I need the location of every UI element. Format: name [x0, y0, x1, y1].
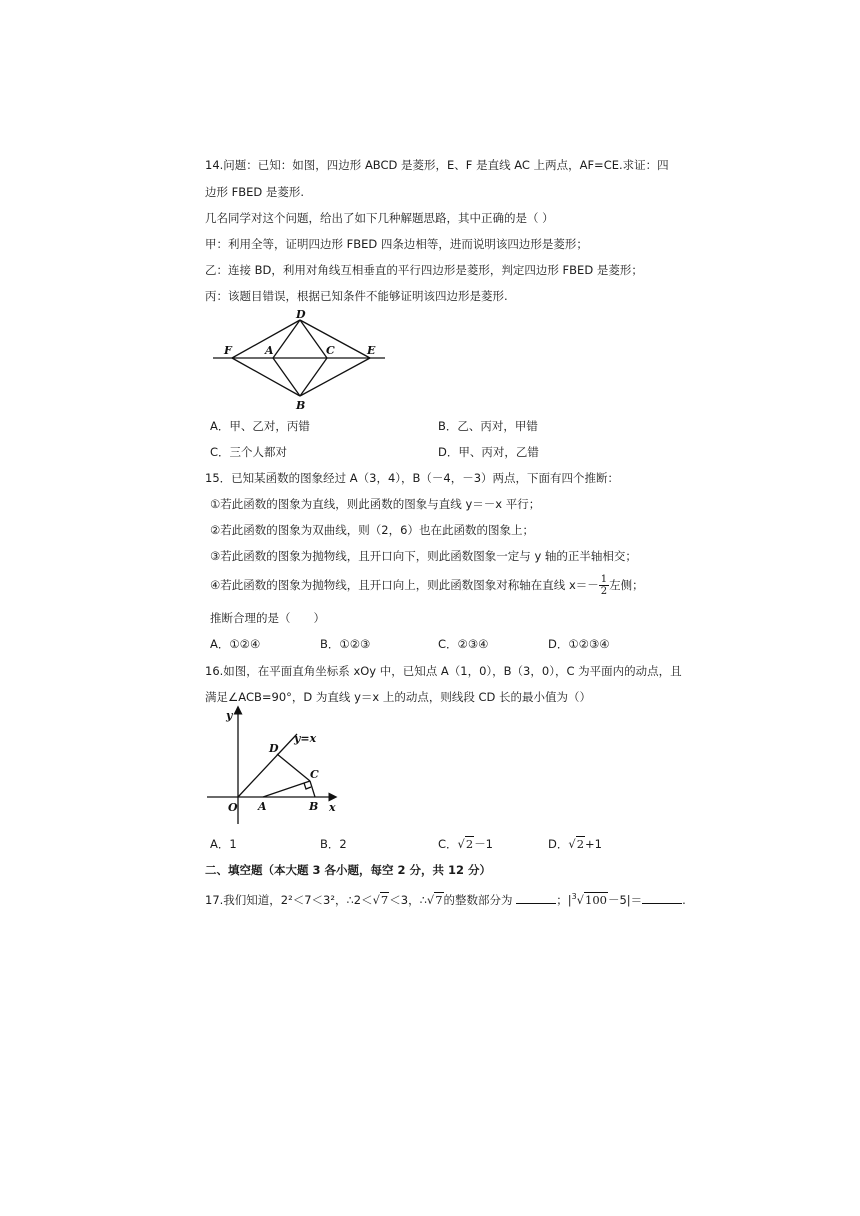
- cube-root-index: 3: [571, 892, 577, 901]
- sqrt-seven: √7: [372, 892, 389, 907]
- q17-text-4: ；|: [556, 892, 572, 907]
- q14-line-2: 边形 FBED 是菱形.: [205, 185, 305, 199]
- q15-ask: 推断合理的是（ ）: [210, 611, 325, 625]
- q15-option-d: D．①②③④: [548, 637, 610, 651]
- label-C: C: [310, 768, 319, 781]
- label-E: E: [367, 344, 376, 357]
- rhombus-figure: [205, 308, 395, 412]
- radicand: 2: [576, 837, 585, 851]
- q17-end: .: [682, 892, 686, 907]
- q16-option-d: [548, 836, 602, 852]
- answer-blank-2[interactable]: [642, 891, 682, 904]
- q16-option-a: A．1: [210, 837, 237, 851]
- radicand: 7: [435, 892, 443, 907]
- label-y-axis: y: [226, 709, 233, 722]
- answer-blank-1[interactable]: [516, 891, 556, 904]
- cube-root-100: √100: [576, 892, 607, 907]
- label-A: A: [258, 800, 267, 813]
- radicand: 2: [465, 837, 474, 851]
- label-C: C: [326, 344, 335, 357]
- label-A: A: [265, 344, 274, 357]
- q14-option-b: B．乙、丙对，甲错: [438, 419, 538, 433]
- label-x-axis: x: [329, 801, 336, 814]
- sqrt-two: √2: [457, 837, 474, 851]
- q14-line-6: 丙：该题目错误，根据已知条件不能够证明该四边形是菱形.: [205, 289, 508, 303]
- fraction-numerator: 1: [600, 574, 608, 585]
- q14-option-a: A．甲、乙对，丙错: [210, 419, 310, 433]
- q15-line-1: 15．已知某函数的图象经过 A（3，4），B（－4，－3）两点，下面有四个推断：: [205, 471, 620, 485]
- q15-statement-1: ①若此函数的图象为直线，则此函数的图象与直线 y＝－x 平行；: [210, 497, 541, 511]
- q15-option-b: B．①②③: [320, 637, 371, 651]
- q17-text-2: ＜3，∴: [389, 892, 427, 907]
- q15-option-a: A．①②④: [210, 637, 261, 651]
- q16-option-c: [438, 836, 493, 852]
- label-F: F: [224, 344, 232, 357]
- label-D: D: [269, 742, 279, 755]
- q14-option-d: D．甲、丙对，乙错: [438, 445, 539, 459]
- q16-line-2: 满足∠ACB=90°，D 为直线 y＝x 上的动点，则线段 CD 长的最小值为（）: [205, 690, 592, 704]
- section-2-title: 二、填空题（本大题 3 各小题，每空 2 分，共 12 分）: [205, 863, 492, 877]
- sqrt-seven: √7: [426, 892, 443, 907]
- fraction-one-half: [599, 574, 609, 597]
- q14-line-4: 甲：利用全等，证明四边形 FBED 四条边相等，进而说明该四边形是菱形；: [205, 237, 588, 251]
- q15-s4-text: ④若此函数的图象为抛物线，且开口向上，则此函数图象对称轴在直线 x＝－: [210, 578, 599, 592]
- q14-line-3: 几名同学对这个问题，给出了如下几种解题思路，其中正确的是（ ）: [205, 211, 554, 225]
- q14-line-5: 乙：连接 BD，利用对角线互相垂直的平行四边形是菱形，判定四边形 FBED 是菱形；: [205, 263, 643, 277]
- q16-option-b: B．2: [320, 837, 347, 851]
- radicand: 100: [585, 892, 607, 907]
- q15-statement-2: ②若此函数的图象为双曲线，则（2，6）也在此函数的图象上；: [210, 523, 534, 537]
- q16-option-c-suffix: －1: [474, 837, 494, 851]
- radicand: 7: [380, 892, 389, 907]
- q16-line-1: 16.如图，在平面直角坐标系 xOy 中，已知点 A（1，0），B（3，0），C 为平面内的动点，且: [205, 664, 682, 678]
- q15-statement-4: [210, 574, 644, 597]
- label-B: B: [296, 399, 306, 412]
- q17-text-5: －5|＝: [607, 892, 643, 907]
- q16-option-d-suffix: +1: [585, 837, 602, 851]
- q15-option-c: C．②③④: [438, 637, 489, 651]
- q17-text-3: 的整数部分为: [443, 892, 513, 907]
- q17-line: [205, 889, 686, 908]
- q16-option-c-prefix: C．: [438, 837, 458, 851]
- q14-option-c: C．三个人都对: [210, 445, 288, 459]
- q15-s4-tail: 左侧；: [609, 578, 644, 592]
- q16-option-d-prefix: D．: [548, 837, 569, 851]
- q15-statement-3: ③若此函数的图象为抛物线，且开口向下，则此函数图象一定与 y 轴的正半轴相交；: [210, 549, 637, 563]
- label-B: B: [309, 800, 319, 813]
- coordinate-figure: [205, 704, 345, 830]
- fraction-denominator: 2: [600, 586, 608, 597]
- label-D: D: [296, 308, 306, 321]
- q14-line-1: 14.问题：已知：如图，四边形 ABCD 是菱形，E、F 是直线 AC 上两点，AF=CE.求证：四: [205, 158, 669, 172]
- label-O: O: [228, 801, 238, 814]
- q17-text-1: 17.我们知道，2²＜7＜3²，∴2＜: [205, 892, 373, 907]
- sqrt-two: √2: [568, 837, 585, 851]
- label-y-equals-x: y=x: [294, 732, 317, 745]
